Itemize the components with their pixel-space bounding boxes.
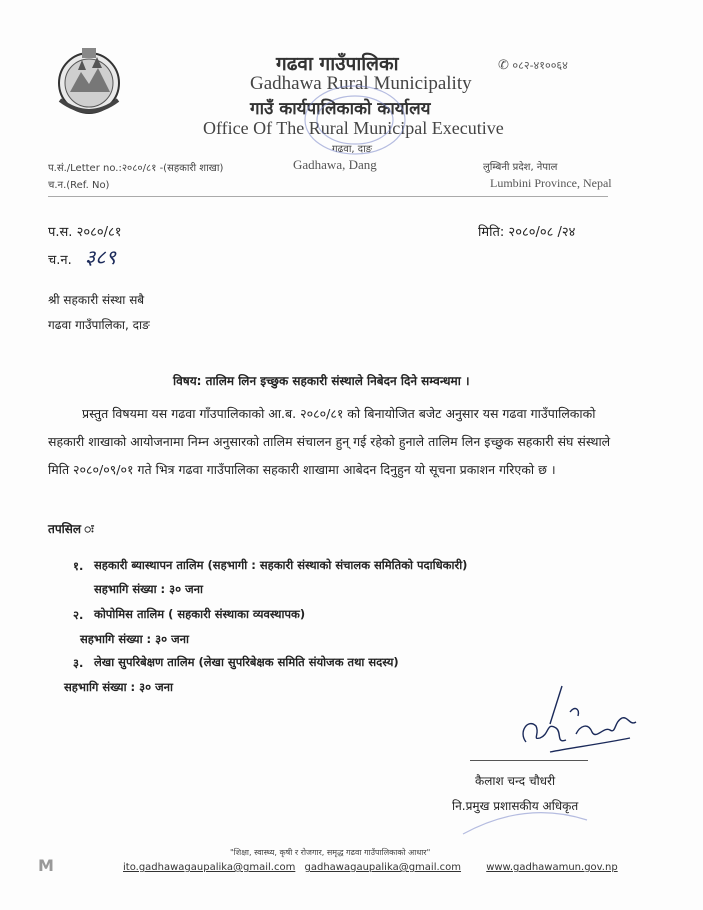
province-en: Lumbini Province, Nepal: [490, 176, 612, 190]
scanner-watermark: M: [38, 856, 54, 875]
list-item-1-text: सहकारी ब्यास्थापन तालिम (सहभागी : सहकारी संस्थाको संचालक समितिको पदाधिकारी): [94, 558, 468, 572]
ps-number: प.स. २०८०/८१: [48, 225, 122, 240]
tapsil-heading: तपसिल ः: [48, 522, 94, 536]
office-stamp-icon: [300, 80, 410, 160]
phone-row: [498, 58, 568, 73]
list-item-3-participants: सहभागि संख्या : ३० जना: [64, 680, 174, 694]
subject-line: विषय: तालिम लिन इच्छुक सहकारी संस्थाले निबेदन दिने सम्वन्धमा ।: [173, 374, 470, 388]
footer-email-2[interactable]: gadhawagaupalika@gmail.com: [304, 862, 462, 873]
footer-slogan: "शिक्षा, स्वास्थ्य, कृषी र रोजगार, समृद्ध गढवा गाउँपालिकाको आधार": [230, 848, 431, 857]
body-line-2: सहकारी शाखाको आयोजनामा निम्न अनुसारको तालिम संचालन हुन् गई रहेको हुनाले तालिम लिन इच्छुक सहकारी संघ संस्थाले: [48, 434, 611, 449]
municipality-title-np: गढवा गाउँपालिका: [276, 53, 399, 75]
list-item-3-number: ३.: [73, 656, 84, 670]
phone-icon: ✆: [498, 58, 509, 73]
letter-date: मिति: २०८०/०८ /२४: [478, 225, 576, 240]
recipient-line2: गढवा गाउँपालिका, दाङ: [48, 318, 150, 332]
body-line-3: मिति २०८०/०९/०१ गते भित्र गढवा गाउँपालिका सहकारी शाखामा आबेदन दिनुहुन यो सूचना प्रकाशन गरिएको छ ।: [48, 462, 556, 477]
list-item-2-number: २.: [73, 608, 84, 622]
office-title-en: Office Of The Rural Municipal Executive: [203, 118, 504, 138]
province-np: लुम्बिनी प्रदेश, नेपाल: [483, 162, 558, 173]
list-item-2-text: कोपोमिस तालिम ( सहकारी संस्थाका व्यवस्थापक): [94, 607, 306, 621]
footer-website[interactable]: www.gadhawamun.gov.np: [486, 862, 618, 873]
cn-handwritten: ३८९: [84, 245, 117, 269]
location-en: Gadhawa, Dang: [293, 157, 377, 172]
cn-row: [48, 243, 116, 270]
phone-number: ०८२-४१००६४: [512, 59, 568, 72]
list-item-2-participants: सहभागि संख्या : ३० जना: [80, 632, 190, 646]
list-item-1-participants: सहभागि संख्या : ३० जना: [94, 582, 204, 596]
municipality-title-en: Gadhawa Rural Municipality: [250, 73, 472, 94]
list-item-3-text: लेखा सुपरिबेक्षण तालिम (लेखा सुपरिबेक्षक समिति संयोजक तथा सदस्य): [94, 655, 399, 669]
nepal-emblem-icon: [48, 40, 130, 122]
signature-line: [470, 760, 588, 761]
letter-no: प.सं./Letter no.:२०८०/८१ -(सहकारी शाखा): [48, 163, 224, 174]
office-title-np: गाउँ कार्यपालिकाको कार्यालय: [250, 99, 431, 119]
footer-contacts: [123, 862, 618, 873]
list-item-1-number: १.: [73, 559, 84, 573]
body-line-1: प्रस्तुत विषयमा यस गढवा गाँउपालिकाको आ.ब. २०८०/८१ को बिनायोजित बजेट अनुसार यस गढवा गाउँपालिकाको: [82, 406, 596, 421]
signatory-name: कैलाश चन्द चौधरी: [475, 774, 556, 788]
header-divider: [48, 196, 608, 197]
signatory-title: नि.प्रमुख प्रशासकीय अधिकृत: [452, 799, 579, 813]
location-np: गढवा, दाङ: [332, 144, 373, 155]
cn-label: च.न.: [48, 253, 72, 268]
footer-email-1[interactable]: ito.gadhawagaupalika@gmail.com: [123, 862, 296, 873]
recipient-line1: श्री सहकारी संस्था सबै: [48, 293, 145, 307]
ref-no: च.न.(Ref. No): [48, 180, 110, 191]
signatory-stamp-icon: [455, 790, 595, 840]
handwritten-signature-icon: [510, 682, 640, 762]
